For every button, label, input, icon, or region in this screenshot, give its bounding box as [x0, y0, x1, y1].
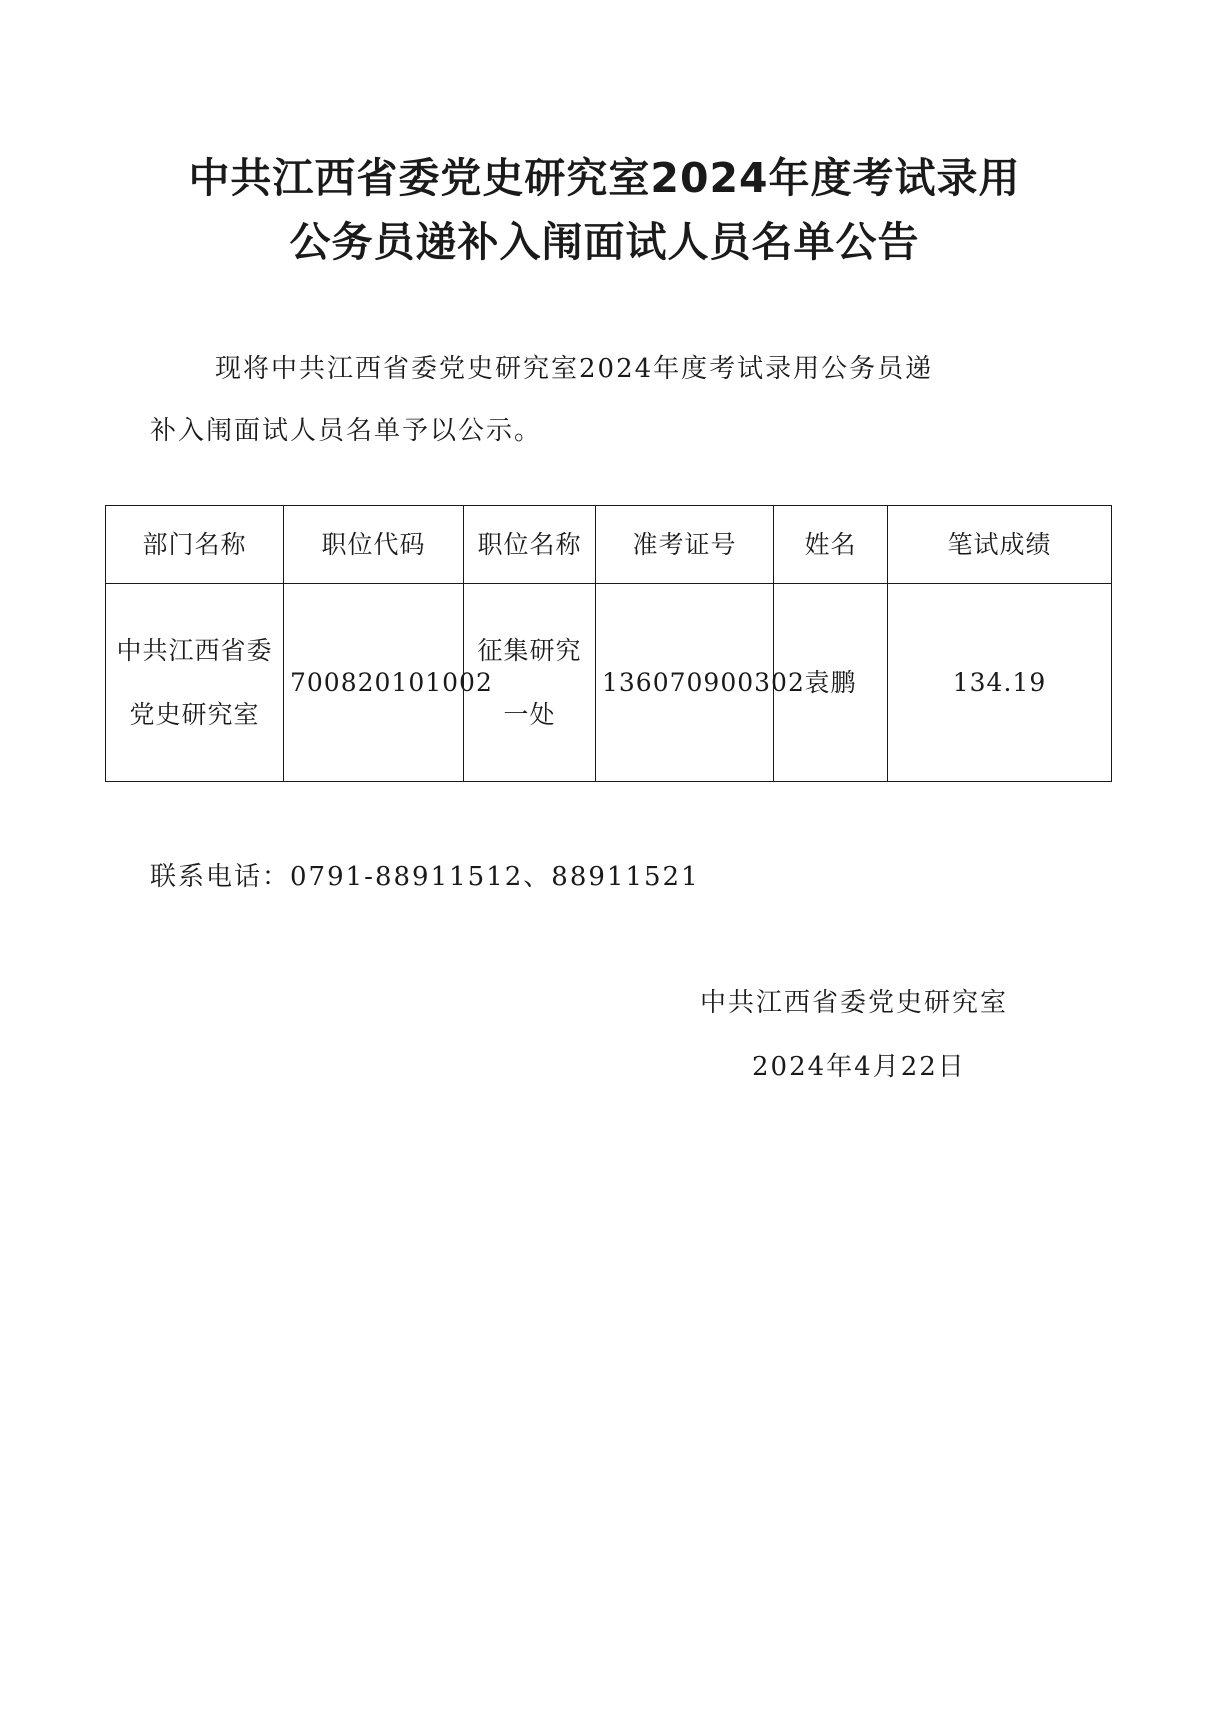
contact-phone: 联系电话：0791-88911512、88911521 [150, 862, 700, 892]
department-line-1: 中共江西省委 [116, 635, 273, 665]
header-position-name: 职位名称 [464, 506, 596, 584]
position-line-2: 一处 [503, 699, 556, 729]
header-department: 部门名称 [106, 506, 284, 584]
title-line-1: 中共江西省委党史研究室2024年度考试录用 [188, 154, 1021, 202]
table-row [106, 584, 1112, 782]
position-line-1: 征集研究 [477, 635, 582, 665]
header-name: 姓名 [774, 506, 888, 584]
intro-line-2: 补入闱面试人员名单予以公示。 [150, 416, 543, 446]
header-position-code: 职位代码 [284, 506, 464, 584]
cell-name: 袁鹏 [774, 584, 888, 782]
cell-department [106, 584, 284, 782]
candidate-table [105, 505, 1112, 782]
intro-line-1: 现将中共江西省委党史研究室2024年度考试录用公务员递 [215, 354, 934, 384]
cell-written-score: 134.19 [888, 584, 1112, 782]
header-ticket-number: 准考证号 [596, 506, 774, 584]
cell-position-code: 700820101002 [284, 584, 464, 782]
header-written-score: 笔试成绩 [888, 506, 1112, 584]
issuer-signature: 中共江西省委党史研究室 [700, 988, 1009, 1018]
department-line-2: 党史研究室 [129, 699, 260, 729]
cell-position-name [464, 584, 596, 782]
table-header-row [106, 506, 1112, 584]
cell-ticket-number: 136070900302 [596, 584, 774, 782]
issue-date: 2024年4月22日 [752, 1052, 966, 1082]
title-line-2: 公务员递补入闱面试人员名单公告 [289, 218, 920, 266]
